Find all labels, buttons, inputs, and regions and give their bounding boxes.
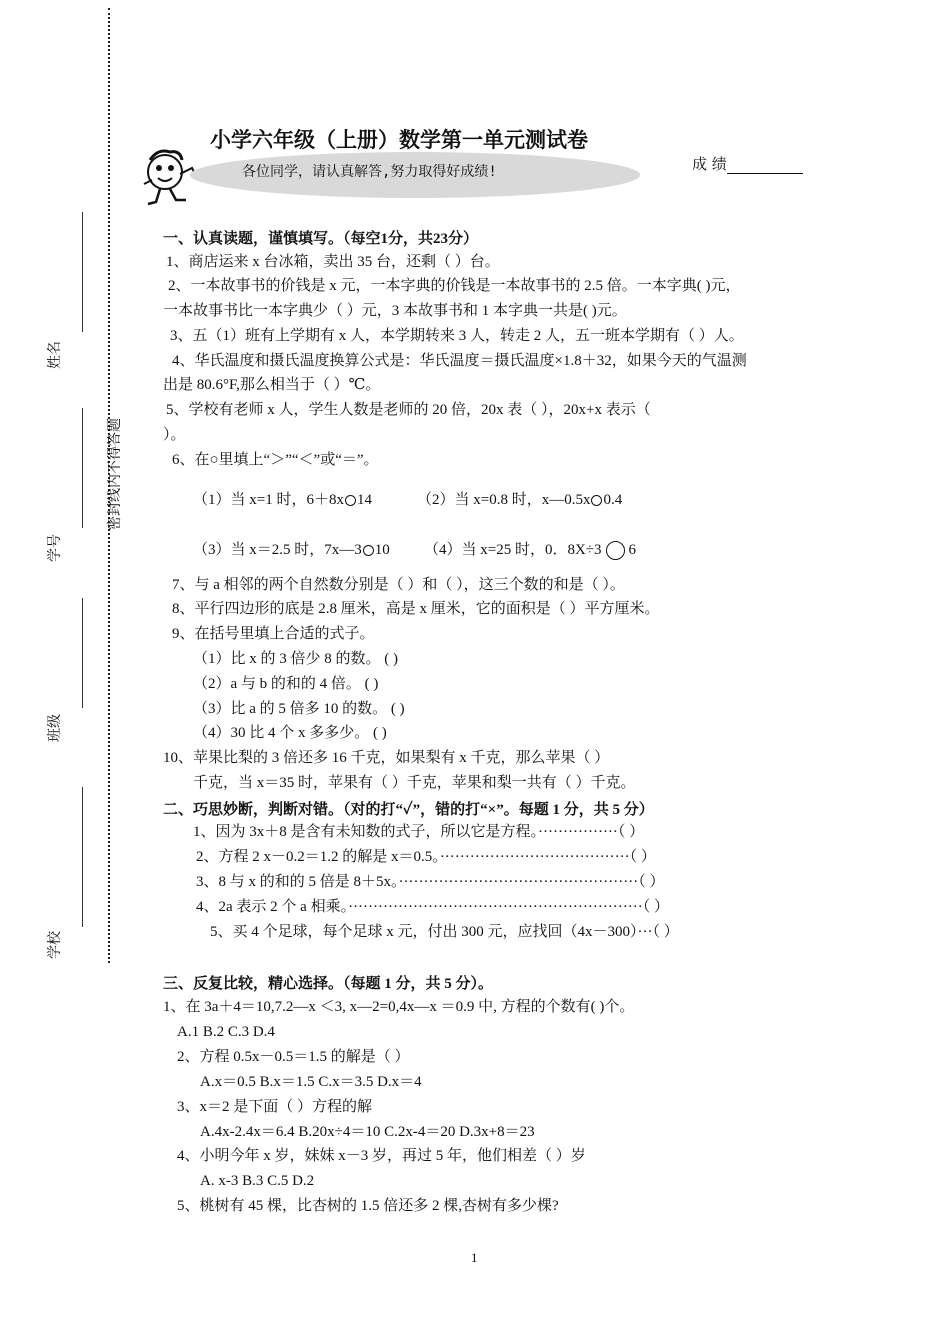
choice-options-1: A.1 B.2 C.3 D.4 <box>177 1024 275 1040</box>
section3-heading: 三、反复比较，精心选择。（每题 1 分，共 5 分）。 <box>163 976 494 992</box>
choice-question-1: 1、在 3a＋4＝10,7.2—x ＜3, x—2=0,4x—x ＝0.9 中, 方程的个数有( )个。 <box>163 999 635 1015</box>
student-id-label: 学号 <box>48 534 63 562</box>
seal-note: 密封线内不得答题 <box>107 418 123 530</box>
name-label: 姓名 <box>48 341 63 369</box>
score-label: 成 绩 <box>692 155 727 173</box>
q6-3-right: 10 <box>374 542 390 558</box>
q6-3-left: （3）当 x＝2.5 时，7x—3 <box>193 542 362 558</box>
judge-item-3: 3、8 与 x 的和的 5 倍是 8＋5x。················································（ ） <box>196 874 665 890</box>
judge-item-1: 1、因为 3x＋8 是含有未知数的式子，所以它是方程。················（ ） <box>193 824 645 840</box>
question-1-3: 3、五（1）班有上学期有 x 人，本学期转来 3 人，转走 2 人，五一班本学期有（ ）人。 <box>170 328 744 344</box>
choice-options-4: A. x-3 B.3 C.5 D.2 <box>200 1173 315 1189</box>
question-1-9-1: （1）比 x 的 3 倍少 8 的数。 ( ) <box>193 651 398 667</box>
school-label: 学校 <box>48 931 63 959</box>
score-field <box>692 153 803 174</box>
choice-question-2: 2、方程 0.5x－0.5＝1.5 的解是（ ） <box>177 1049 410 1065</box>
encouragement-text: 各位同学，请认真解答,努力取得好成绩! <box>242 164 497 180</box>
question-1-10a: 10、苹果比梨的 3 倍还多 16 千克，如果梨有 x 千克，那么苹果（ ） <box>163 750 610 766</box>
school-blank-line <box>82 787 83 927</box>
page-number: 1 <box>471 1250 478 1265</box>
student-id-blank-line <box>82 408 83 528</box>
compare-circle-icon[interactable] <box>591 495 602 506</box>
question-1-2a: 2、一本故事书的价钱是 x 元，一本字典的价钱是一本故事书的 2.5 倍。一本字典( )元， <box>168 278 741 294</box>
question-1-9-3: （3）比 a 的 5 倍多 10 的数。 ( ) <box>193 701 405 717</box>
question-1-4b: 出是 80.6°F,那么相当于（ ）℃。 <box>163 377 381 393</box>
question-1-6-1 <box>193 490 372 510</box>
compare-circle-icon[interactable] <box>363 545 374 556</box>
cartoon-mascot-icon <box>140 146 196 208</box>
question-1-6-3 <box>193 540 390 560</box>
compare-circle-icon[interactable] <box>345 495 356 506</box>
score-blank[interactable] <box>727 157 803 174</box>
question-1-2b: 一本故事书比一本字典少（ ）元，3 本故事书和 1 本字典一共是( )元。 <box>163 303 627 319</box>
question-1-1: 1、商店运来 x 台冰箱，卖出 35 台，还剩（ ）台。 <box>166 254 500 270</box>
page-title: 小学六年级（上册）数学第一单元测试卷 <box>210 128 588 152</box>
judge-item-4: 4、2a 表示 2 个 a 相乘。···························································（ ） <box>196 899 670 915</box>
question-1-6-2 <box>417 490 622 510</box>
class-blank-line <box>82 598 83 708</box>
question-1-5a: 5、学校有老师 x 人，学生人数是老师的 20 倍，20x 表（ ），20x+x 表示（ <box>166 402 651 418</box>
q6-2-right: 0.4 <box>603 492 623 508</box>
question-1-10b: 千克，当 x＝35 时，苹果有（ ）千克，苹果和梨一共有（ ）千克。 <box>193 775 636 791</box>
compare-circle-icon[interactable] <box>606 541 625 560</box>
q6-4-right: 6 <box>628 542 637 558</box>
choice-question-5: 5、桃树有 45 棵，比杏树的 1.5 倍还多 2 棵,杏树有多少棵? <box>177 1198 559 1214</box>
choice-options-3: A.4x-2.4x＝6.4 B.20x÷4＝10 C.2x-4＝20 D.3x+8＝23 <box>200 1124 535 1140</box>
class-label: 班级 <box>48 714 63 742</box>
q6-1-left: （1）当 x=1 时，6＋8x <box>193 492 344 508</box>
question-1-6: 6、在○里填上“＞”“＜”或“＝”。 <box>172 452 379 468</box>
name-blank-line <box>82 212 83 332</box>
judge-item-2: 2、方程 2 x－0.2＝1.2 的解是 x＝0.5。······································（ ） <box>196 849 656 865</box>
question-1-9-4: （4）30 比 4 个 x 多多少。 ( ) <box>193 725 387 741</box>
section2-heading: 二、巧思妙断，判断对错。（对的打“✓”，错的打“×”。每题 1 分，共 5 分） <box>163 802 654 818</box>
judge-item-5: 5、买 4 个足球，每个足球 x 元，付出 300 元，应找回（4x－300）···（ ） <box>210 924 679 940</box>
question-1-8: 8、平行四边形的底是 2.8 厘米，高是 x 厘米，它的面积是（ ）平方厘米。 <box>172 601 660 617</box>
choice-options-2: A.x＝0.5 B.x＝1.5 C.x＝3.5 D.x＝4 <box>200 1074 422 1090</box>
question-1-5b: ）。 <box>163 427 186 443</box>
question-1-9: 9、在括号里填上合适的式子。 <box>172 626 375 642</box>
q6-4-left: （4）当 x=25 时，0．8X÷3 <box>424 542 602 558</box>
choice-question-3: 3、x＝2 是下面（ ）方程的解 <box>177 1099 373 1115</box>
q6-2-left: （2）当 x=0.8 时，x—0.5x <box>417 492 591 508</box>
choice-question-4: 4、小明今年 x 岁，妹妹 x－3 岁，再过 5 年，他们相差（ ）岁 <box>177 1148 586 1164</box>
question-1-6-4 <box>424 540 636 560</box>
section1-heading: 一、认真读题，谨慎填写。（每空1分，共23分） <box>163 231 479 247</box>
question-1-4a: 4、华氏温度和摄氏温度换算公式是：华氏温度＝摄氏温度×1.8＋32，如果今天的气温测 <box>172 353 747 369</box>
question-1-7: 7、与 a 相邻的两个自然数分别是（ ）和（ ），这三个数的和是（ ）。 <box>172 577 625 593</box>
question-1-9-2: （2）a 与 b 的和的 4 倍。 ( ) <box>193 676 379 692</box>
q6-1-right: 14 <box>356 492 372 508</box>
